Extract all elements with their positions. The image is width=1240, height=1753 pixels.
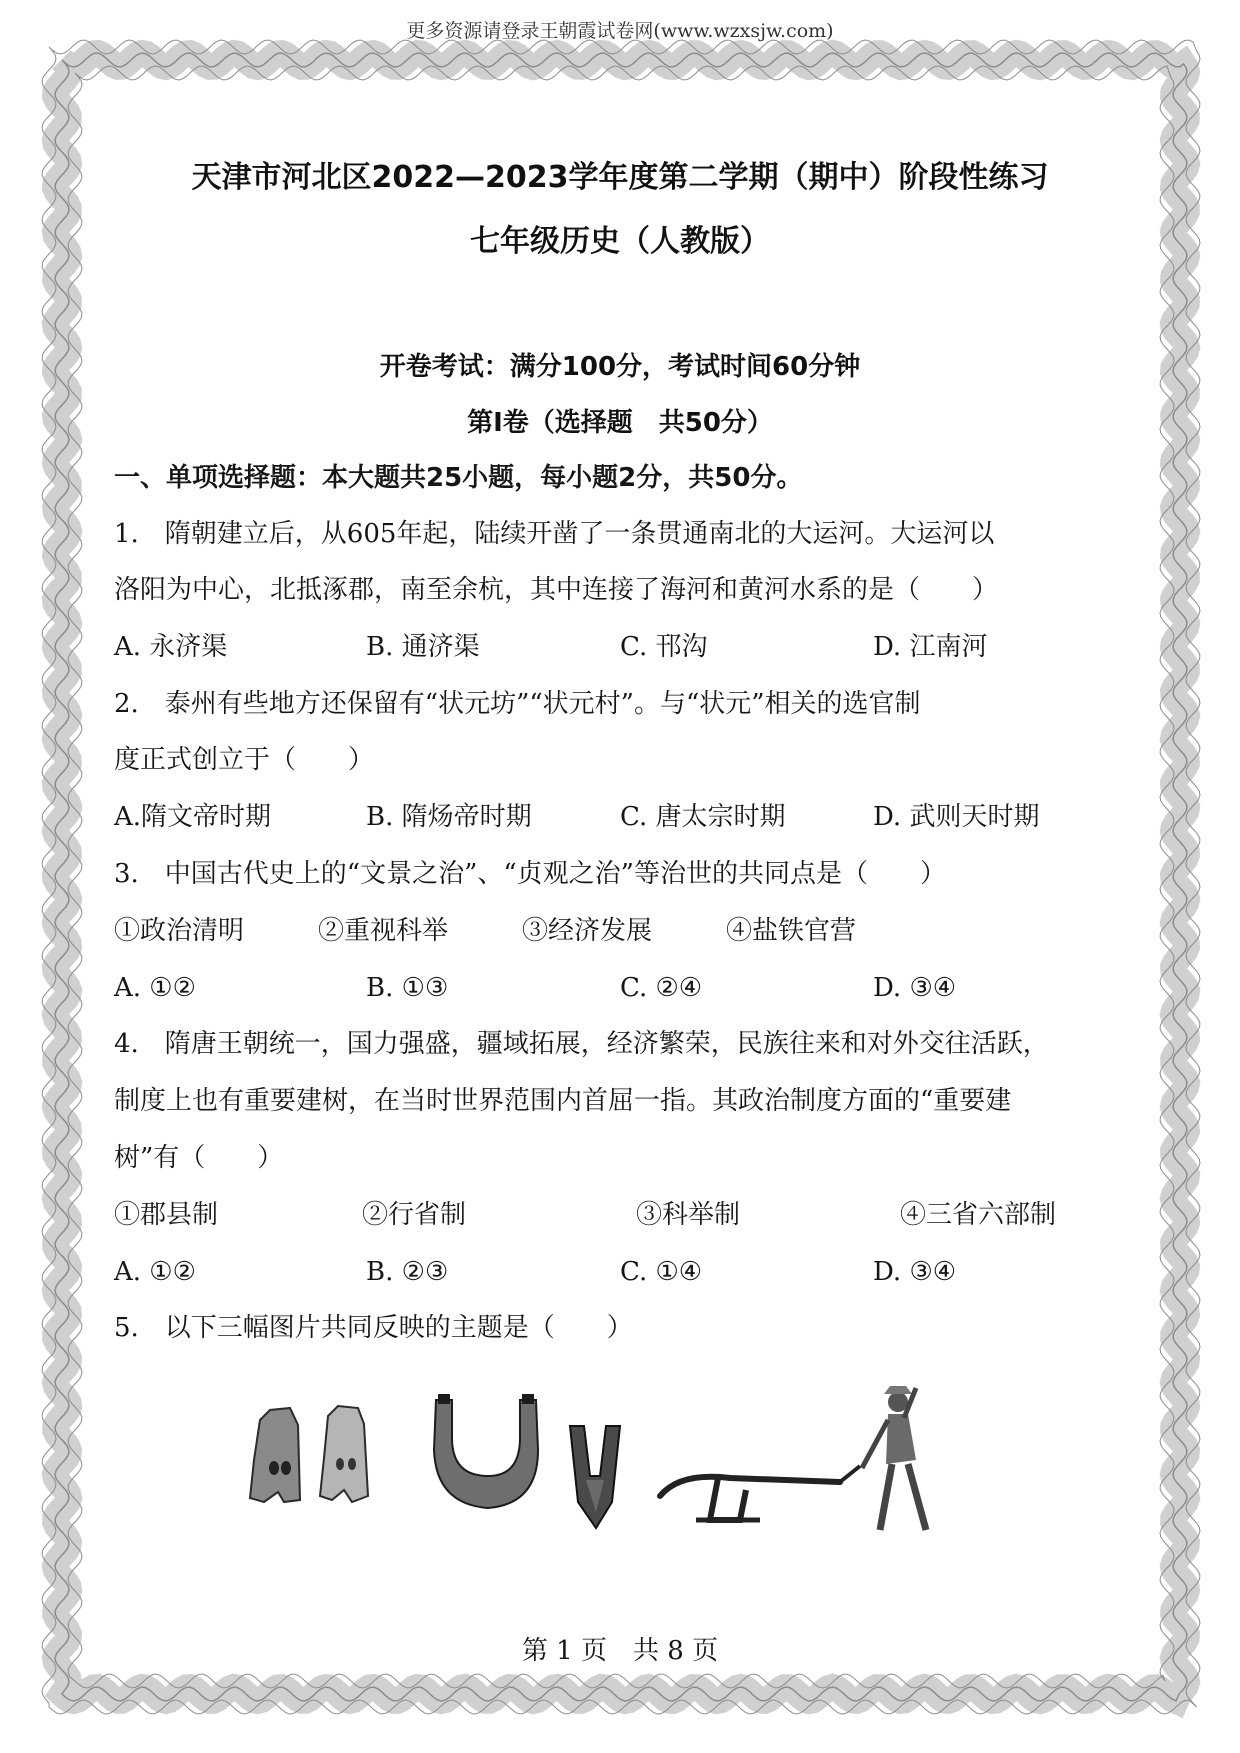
question-3-option-d: D. ③④ [873, 973, 957, 1003]
exam-info: 开卷考试：满分100分，考试时间60分钟 [379, 352, 861, 382]
question-4-option-c: C. ①④ [620, 1257, 703, 1287]
question-1-option-d: D. 江南河 [873, 632, 988, 662]
question-4-text-line-2: 制度上也有重要建树，在当时世界范围内首屈一指。其政治制度方面的“重要建 [114, 1086, 1012, 1116]
question-4-option-a: A. ①② [114, 1257, 196, 1287]
question-3-option-c: C. ②④ [620, 973, 703, 1003]
question-3-text-line-1: 3. 中国古代史上的“文景之治”、“贞观之治”等治世的共同点是（ ） [114, 859, 946, 889]
question-3-item-3: ③经济发展 [522, 916, 653, 946]
question-4-item-4: ④三省六部制 [900, 1200, 1057, 1230]
question-3-item-4: ④盐铁官营 [726, 916, 857, 946]
farming-tools-figure [240, 1380, 1000, 1550]
question-4-option-b: B. ②③ [366, 1257, 449, 1287]
question-2-option-b: B. 隋炀帝时期 [366, 802, 532, 832]
page-number: 第 1 页 共 8 页 [521, 1636, 719, 1666]
question-2-option-d: D. 武则天时期 [873, 802, 1040, 832]
volume-title: 第Ⅰ卷（选择题 共50分） [467, 408, 773, 438]
section-heading: 一、单项选择题：本大题共25小题，每小题2分，共50分。 [114, 463, 803, 493]
v-shaped-plowshare-icon [570, 1426, 620, 1528]
question-3-item-1: ①政治清明 [114, 916, 245, 946]
question-1-option-a: A. 永济渠 [114, 632, 228, 662]
question-3-option-a: A. ①② [114, 973, 196, 1003]
question-3-option-b: B. ①③ [366, 973, 449, 1003]
exam-title-line1: 天津市河北区2022—2023学年度第二学期（期中）阶段性练习 [191, 160, 1049, 195]
question-1-option-b: B. 通济渠 [366, 632, 480, 662]
question-2-text-line-2: 度正式创立于（ ） [114, 745, 375, 775]
farmer-with-curved-plow-icon [660, 1386, 926, 1530]
iron-hoe-blades-icon [250, 1406, 368, 1502]
question-4-item-1: ①郡县制 [114, 1200, 219, 1230]
question-2-option-a: A.隋文帝时期 [114, 802, 272, 832]
exam-title-line2: 七年级历史（人教版） [470, 224, 770, 259]
question-4-item-2: ②行省制 [362, 1200, 467, 1230]
question-5-text-line-1: 5. 以下三幅图片共同反映的主题是（ ） [114, 1313, 633, 1343]
question-4-text-line-1: 4. 隋唐王朝统一，国力强盛，疆域拓展，经济繁荣，民族往来和对外交往活跃， [114, 1029, 1049, 1059]
question-1-text-line-1: 1. 隋朝建立后，从605年起，陆续开凿了一条贯通南北的大运河。大运河以 [114, 519, 995, 549]
u-shaped-iron-tool-icon [434, 1394, 538, 1508]
question-2-text-line-1: 2. 泰州有些地方还保留有“状元坊”“状元村”。与“状元”相关的选官制 [114, 689, 921, 719]
question-4-item-3: ③科举制 [636, 1200, 741, 1230]
question-3-item-2: ②重视科举 [318, 916, 449, 946]
site-banner: 更多资源请登录王朝霞试卷网(www.wzxsjw.com) [406, 20, 834, 42]
question-2-option-c: C. 唐太宗时期 [620, 802, 786, 832]
question-1-text-line-2: 洛阳为中心，北抵涿郡，南至余杭，其中连接了海河和黄河水系的是（ ） [114, 575, 999, 605]
question-4-text-line-3: 树”有（ ） [114, 1143, 284, 1173]
question-1-option-c: C. 邗沟 [620, 632, 708, 662]
question-4-option-d: D. ③④ [873, 1257, 957, 1287]
